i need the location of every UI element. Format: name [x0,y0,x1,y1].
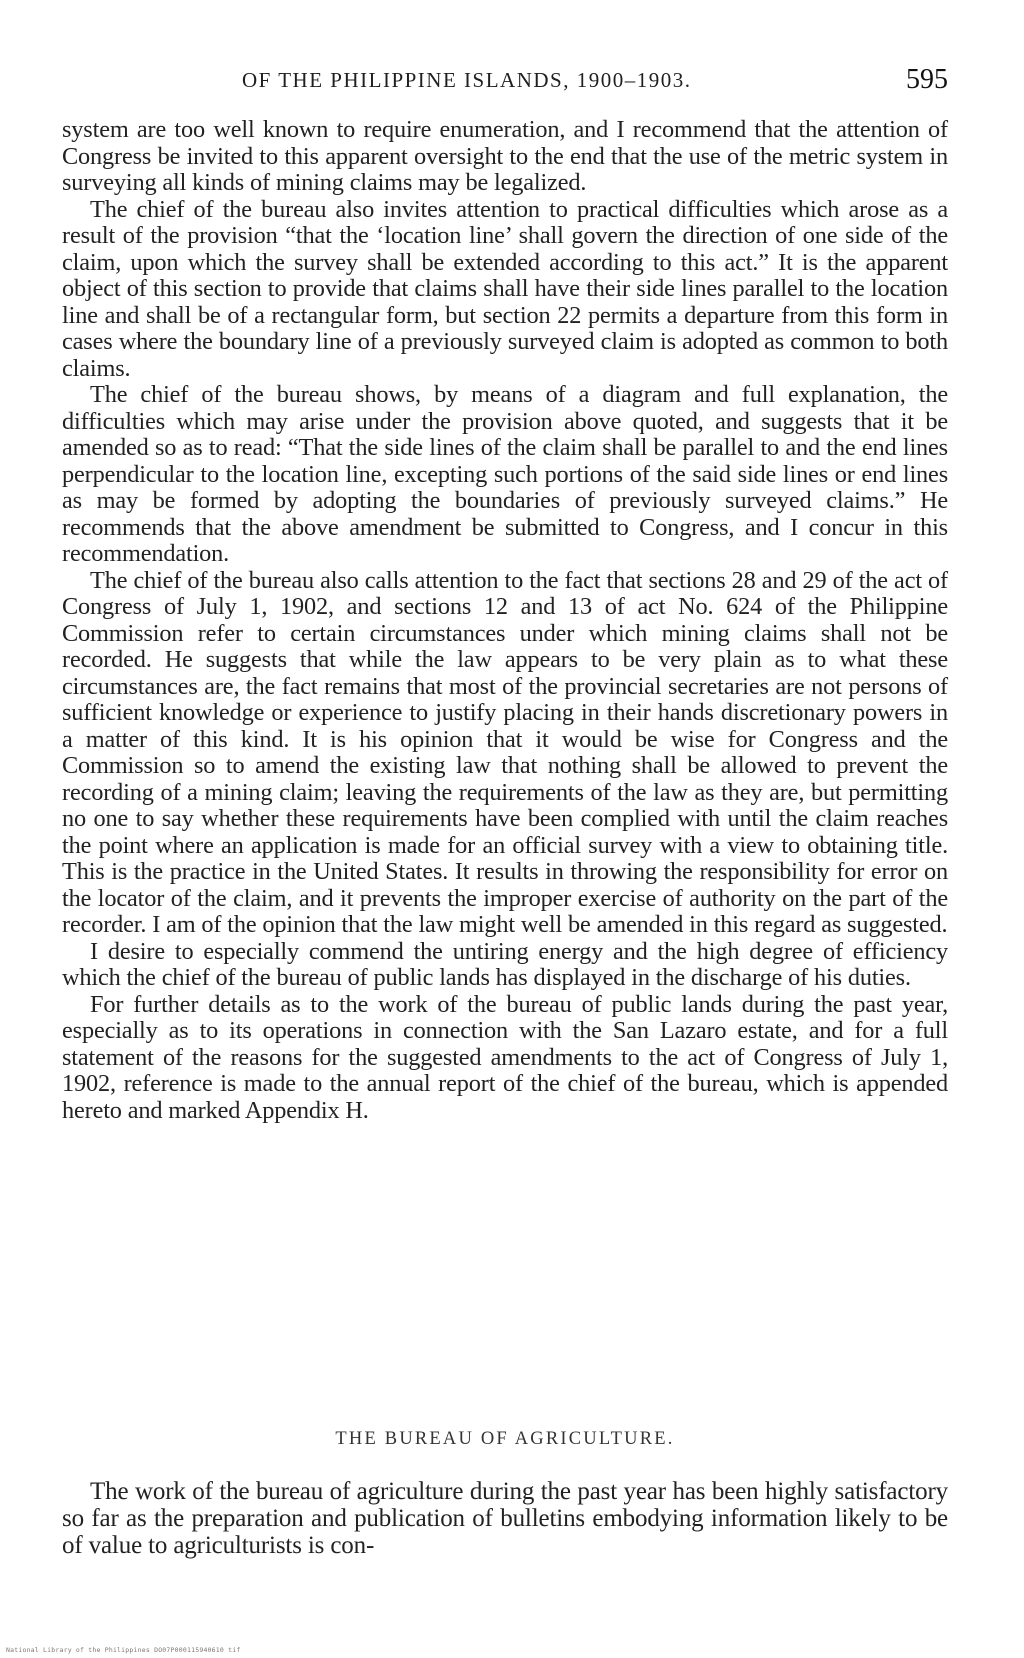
body-text [62,117,948,1124]
section-heading: THE BUREAU OF AGRICULTURE. [335,1429,675,1449]
paragraph: The chief of the bureau shows, by means of a diagram and full explanation, the difficulties which may arise under the provision above quoted, and suggests that it be amended so as to read: “That the side lines of the claim shall be parallel to and the end lines perpendicular to the location line, excepting such portions of the said side lines or end lines as may be formed by adopting the boundaries of previously surveyed claims.” He recommends that the above amendment be submitted to Congress, and I concur in this recommendation. [62,381,948,567]
paragraph-continued: system are too well known to require enumeration, and I recommend that the attention of Congress be invited to this apparent oversight to the end that the use of the metric system in surveying all kinds of mining claims may be legalized. [62,116,948,196]
paragraph: I desire to especially commend the untiring energy and the high degree of efficiency which the chief of the bureau of public lands has displayed in the discharge of his duties. [62,937,948,991]
running-head [62,64,948,96]
paragraph: The work of the bureau of agriculture during the past year has been highly satisfactory so far as the preparation and publication of bulletins embodying information likely to be of value to agriculturists is con- [62,1478,948,1559]
paragraph: The chief of the bureau also invites attention to practical difficulties which arose as a result of the provision “that the ‘location line’ shall govern the direction of one side of the claim, upon which the survey shall be extended according to this act.” It is the apparent object of this section to provide that claims shall have their side lines parallel to the location line and shall be of a rectangular form, but section 22 permits a departure from this form in cases where the boundary line of a previously surveyed claim is adopted as common to both claims. [62,195,948,382]
running-title: OF THE PHILIPPINE ISLANDS, 1900–1903. [242,68,692,92]
paragraph: The chief of the bureau also calls attention to the fact that sections 28 and 29 of the act of Congress of July 1, 1902, and sections 12 and 13 of act No. 624 of the Philippine Commission refer to certain circumstances under which mining claims shall not be recorded. He suggests that while the law appears to be very plain as to what these circumstances are, the fact remains that most of the provincial secretaries are not persons of sufficient knowledge or experience to justify placing in their hands discretionary powers in a matter of this kind. It is his opinion that it would be wise for Congress and the Commission so to amend the existing law that nothing shall be allowed to prevent the recording of a mining claim; leaving the requirements of the law as they are, but permitting no one to say whether these requirements have been complied with until the claim reaches the point where an application is made for an official survey with a view to obtaining title. This is the practice in the United States. It results in throwing the responsibility for error on the locator of the claim, and it prevents the improper exercise of authority on the part of the recorder. I am of the opinion that the law might well be amended in this regard as suggested. [62,566,948,938]
section-body [62,1478,948,1559]
scan-credit: National Library of the Philippines DO07P000115940610 tif [6,1646,241,1654]
paragraph: For further details as to the work of the bureau of public lands during the past year, especially as to its operations in connection with the San Lazaro estate, and for a full statement of the reasons for the suggested amendments to the act of Congress of July 1, 1902, reference is made to the annual report of the chief of the bureau, which is appended hereto and marked Appendix H. [62,990,948,1124]
page-number: 595 [906,64,948,95]
